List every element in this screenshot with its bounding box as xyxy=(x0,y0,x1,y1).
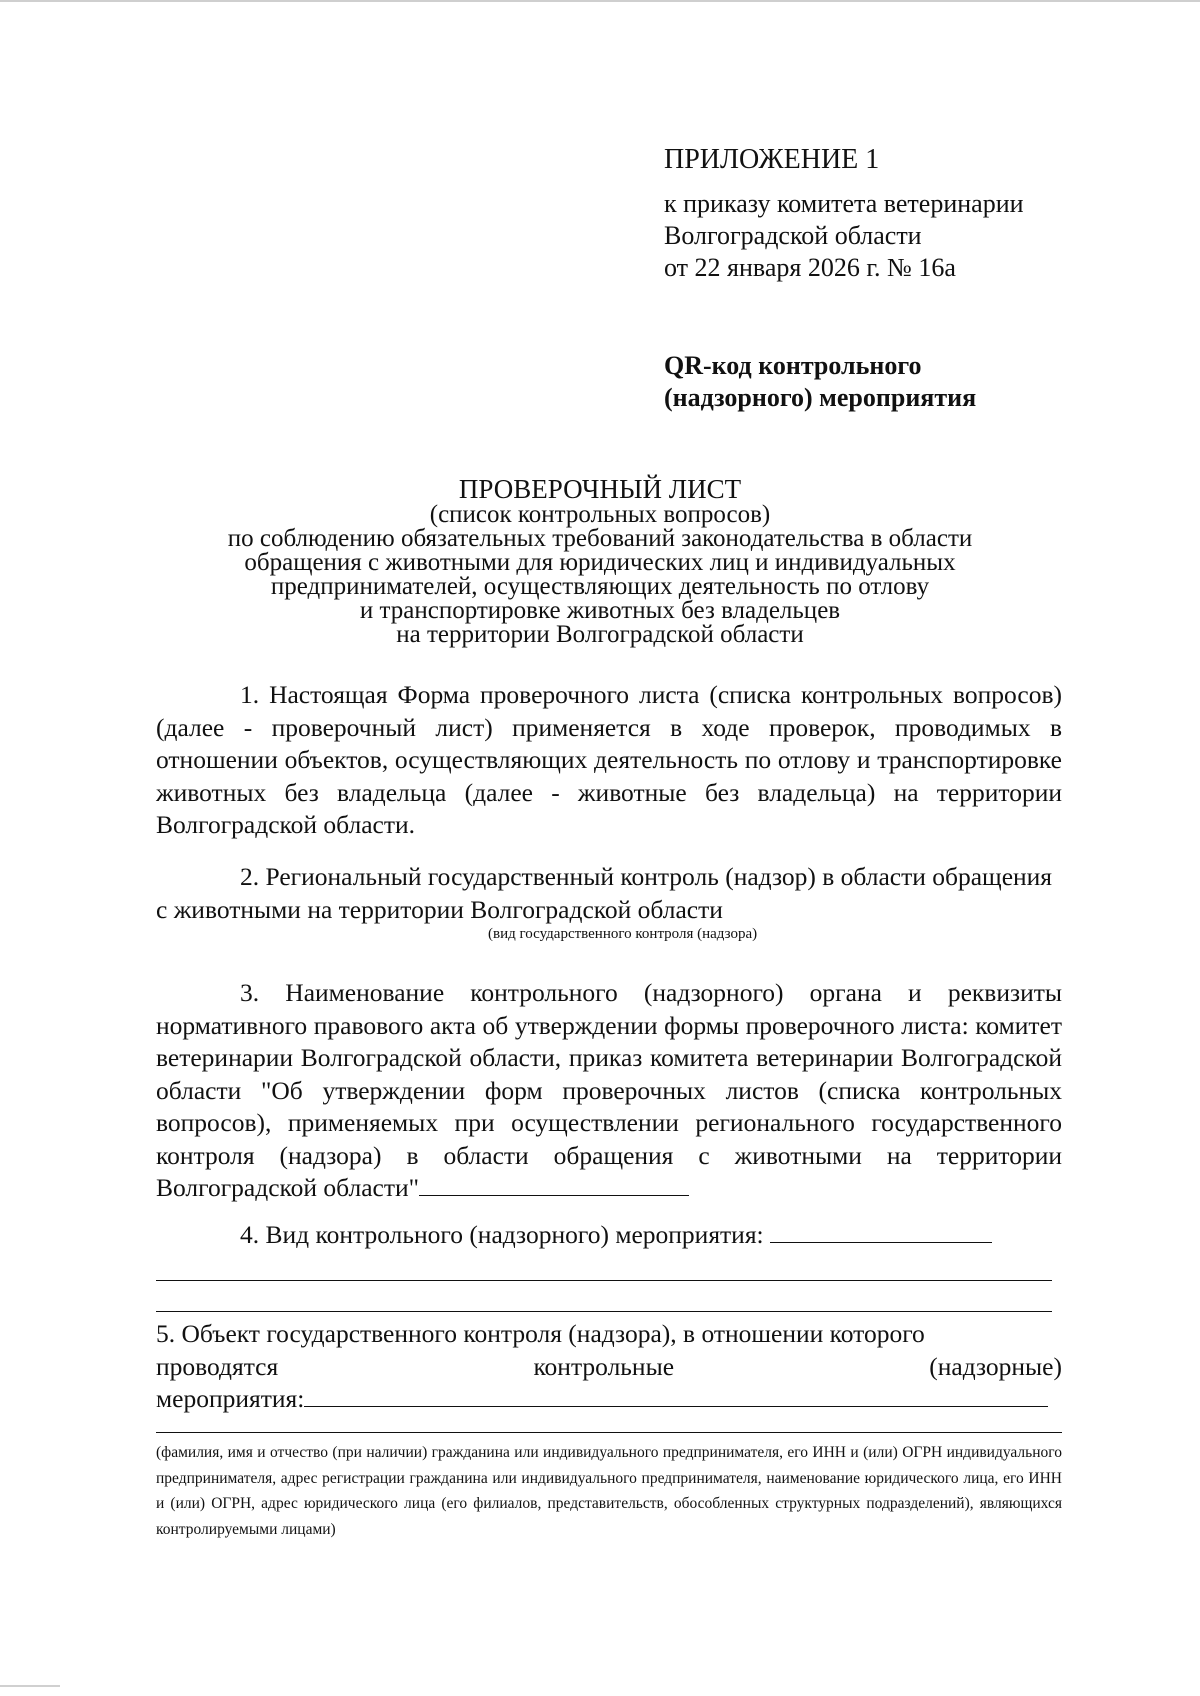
qr-line: (надзорного) мероприятия xyxy=(664,383,977,412)
item-5-line-3 xyxy=(156,1383,1062,1416)
item-2-caption: (вид государственного контроля (надзора) xyxy=(488,926,758,942)
order-line: от 22 января 2026 г. № 16а xyxy=(664,253,956,282)
item-4-fill-line[interactable] xyxy=(770,1241,992,1243)
title-main: ПРОВЕРОЧНЫЙ ЛИСТ xyxy=(458,474,742,504)
order-reference xyxy=(664,188,1024,284)
item-5-word: контрольные xyxy=(533,1351,675,1381)
qr-code-caption xyxy=(664,350,976,414)
item-4 xyxy=(156,1219,1062,1252)
scan-edge-top xyxy=(0,0,1200,2)
item-2 xyxy=(156,861,1062,926)
item-4-blank-line[interactable] xyxy=(156,1311,1052,1312)
order-line: Волгоградской области xyxy=(664,221,922,250)
item-5 xyxy=(156,1318,1062,1416)
item-5-fill-line[interactable] xyxy=(304,1405,1048,1407)
title-line: обращения с животными для юридических лиц и индивидуальных xyxy=(244,549,956,576)
item-4-text: 4. Вид контрольного (надзорного) мероприятия: xyxy=(240,1220,764,1249)
appendix-heading: ПРИЛОЖЕНИЕ 1 xyxy=(664,144,880,175)
title-line: по соблюдению обязательных требований законодательства в области xyxy=(227,525,973,552)
item-5-word: проводятся xyxy=(156,1351,279,1381)
title-line: и транспортировке животных без владельцев xyxy=(359,597,841,624)
item-1 xyxy=(156,679,1062,842)
item-4-blank-line[interactable] xyxy=(156,1280,1052,1281)
item-5-blank-line[interactable] xyxy=(156,1432,1062,1433)
item-1-text: 1. Настоящая Форма проверочного листа (списка контрольных вопросов) (далее - проверочный лист) применяется в ходе проверок, проводимых в отношении объектов, осуществляющих деятельность по отлову и транспортировке животных без владельца (далее - животные без владельца) на территории Волгоградской области. xyxy=(156,680,1062,839)
item-4-paragraph xyxy=(156,1219,1062,1252)
item-5-line-1: 5. Объект государственного контроля (надзора), в отношении которого xyxy=(156,1319,925,1348)
item-5-label: мероприятия: xyxy=(156,1384,305,1413)
order-line: к приказу комитета ветеринарии xyxy=(664,189,1024,218)
qr-line: QR-код контрольного xyxy=(664,351,922,380)
item-5-line-2 xyxy=(156,1351,1062,1384)
item-3 xyxy=(156,977,1062,1205)
title-line: (список контрольных вопросов) xyxy=(429,501,771,528)
item-3-text: 3. Наименование контрольного (надзорного) органа и реквизиты нормативного правового акта об утверждении формы проверочного листа: комитет ветеринарии Волгоградской области, приказ комитета ветеринарии Волгоградской области "Об утверждении форм проверочных листов (списка контрольных вопросов), применяемых при осуществлении регионального государственного контроля (надзора) в области обращения с животными на территории Волгоградской области" xyxy=(156,978,1062,1202)
title-line: на территории Волгоградской области xyxy=(396,621,804,648)
scan-edge-mark xyxy=(0,1685,60,1687)
item-2-text: 2. Региональный государственный контроль (надзор) в области обращения с животными на территории Волгоградской области xyxy=(156,862,1053,924)
item-5-word: (надзорные) xyxy=(929,1351,1062,1381)
document-title xyxy=(150,475,1050,647)
title-line: предпринимателей, осуществляющих деятельность по отлову xyxy=(270,573,930,600)
object-footnote: (фамилия, имя и отчество (при наличии) гражданина или индивидуального предпринимателя, его ИНН и (или) ОГРН индивидуального предпринимателя, адрес регистрации гражданина или индивидуального предпринимателя, наименование юридического лица, его ИНН и (или) ОГРН, адрес юридического лица (его филиалов, представительств, обособленных структурных подразделений), являющихся контролируемыми лицами) xyxy=(156,1444,1062,1538)
item-3-paragraph xyxy=(156,977,1062,1205)
item-3-fill-line[interactable] xyxy=(419,1194,689,1196)
